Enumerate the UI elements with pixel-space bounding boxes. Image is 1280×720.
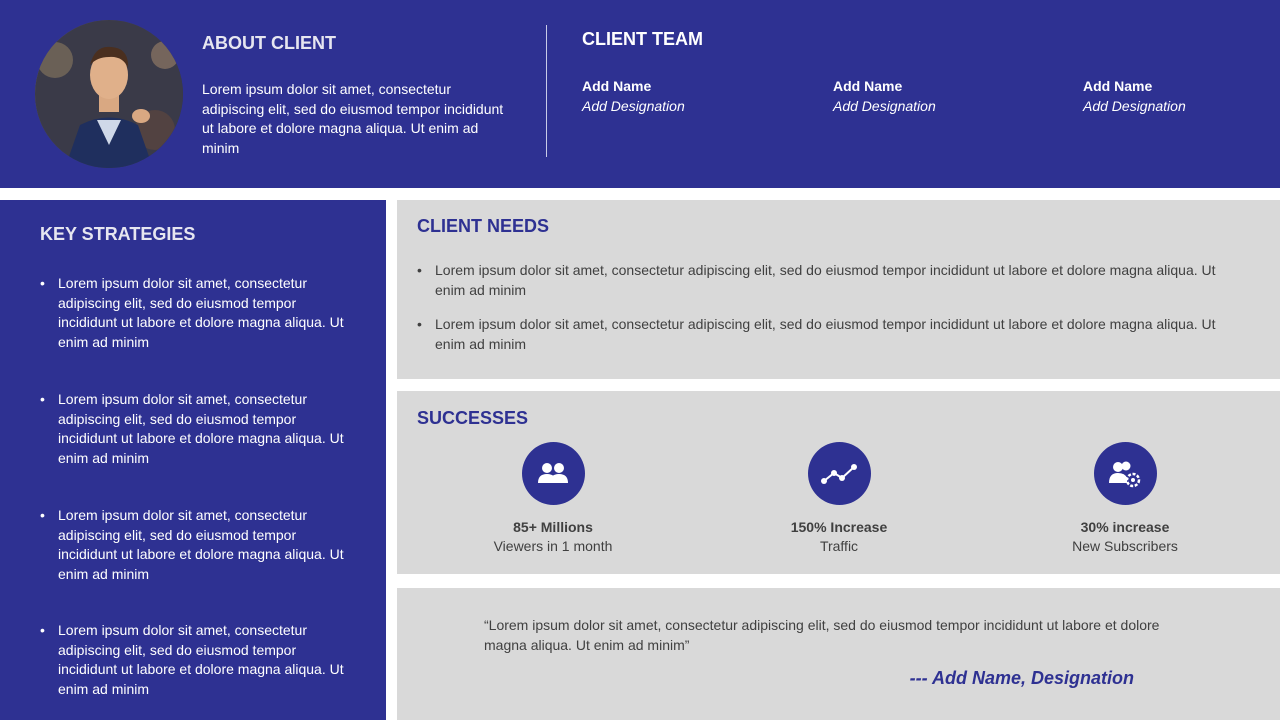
strategy-item: • Lorem ipsum dolor sit amet, consectetur adipiscing elit, sed do eiusmod tempor incididunt ut labore et dolore magna aliqua. Ut enim ad minim [40,390,350,468]
team-member-name: Add Name [582,78,652,94]
header-divider [546,25,547,157]
testimonial-text: “Lorem ipsum dolor sit amet, consectetur adipiscing elit, sed do eiusmod tempor incididunt ut labore et dolore magna aliqua. Ut enim ad minim” [484,617,1160,653]
client-needs-panel [397,200,1280,379]
team-member [833,78,936,114]
team-member-designation: Add Designation [582,98,685,114]
success-value: 85+ Millions [513,519,593,535]
client-photo [35,20,183,168]
key-strategies-panel [0,200,386,720]
strategy-item: • Lorem ipsum dolor sit amet, consectetur adipiscing elit, sed do eiusmod tempor incididunt ut labore et dolore magna aliqua. Ut enim ad minim [40,274,350,352]
team-member-designation: Add Designation [833,98,936,114]
strategy-item: • Lorem ipsum dolor sit amet, consectetur adipiscing elit, sed do eiusmod tempor incididunt ut labore et dolore magna aliqua. Ut enim ad minim [40,621,350,699]
testimonial-author: --- Add Name, Designation [909,668,1134,688]
team-member [582,78,685,114]
success-stat [729,442,949,554]
success-stat [443,442,663,554]
team-member [1083,78,1186,114]
team-member-name: Add Name [833,78,903,94]
successes-title: SUCCESSES [417,408,529,428]
about-client-title: ABOUT CLIENT [202,33,336,53]
need-item: • Lorem ipsum dolor sit amet, consectetur adipiscing elit, sed do eiusmod tempor incididunt ut labore et dolore magna aliqua. Ut enim ad minim [417,315,1247,354]
client-header [0,0,1280,188]
success-value: 30% increase [1080,519,1170,535]
client-needs-title: CLIENT NEEDS [417,216,550,236]
user-settings-icon [1094,442,1157,505]
need-item: • Lorem ipsum dolor sit amet, consectetur adipiscing elit, sed do eiusmod tempor incididunt ut labore et dolore magna aliqua. Ut enim ad minim [417,261,1247,300]
client-avatar [35,20,183,168]
strategy-item: • Lorem ipsum dolor sit amet, consectetur adipiscing elit, sed do eiusmod tempor incididunt ut labore et dolore magna aliqua. Ut enim ad minim [40,506,350,584]
success-value: 150% Increase [790,519,888,535]
key-strategies-title: KEY STRATEGIES [40,224,196,244]
success-stat [1015,442,1235,554]
about-client-text: Lorem ipsum dolor sit amet, consectetur adipiscing elit, sed do eiusmod tempor incididunt ut labore et dolore magna aliqua. Ut enim ad minim [202,81,504,156]
team-member-name: Add Name [1083,78,1153,94]
client-team-title: CLIENT TEAM [582,29,703,49]
trend-line-icon [808,442,871,505]
success-label: New Subscribers [1072,538,1178,554]
success-label: Viewers in 1 month [493,538,613,554]
success-label: Traffic [819,538,859,554]
team-member-designation: Add Designation [1083,98,1186,114]
users-icon [522,442,585,505]
successes-panel [397,391,1280,574]
testimonial-panel [397,588,1280,720]
